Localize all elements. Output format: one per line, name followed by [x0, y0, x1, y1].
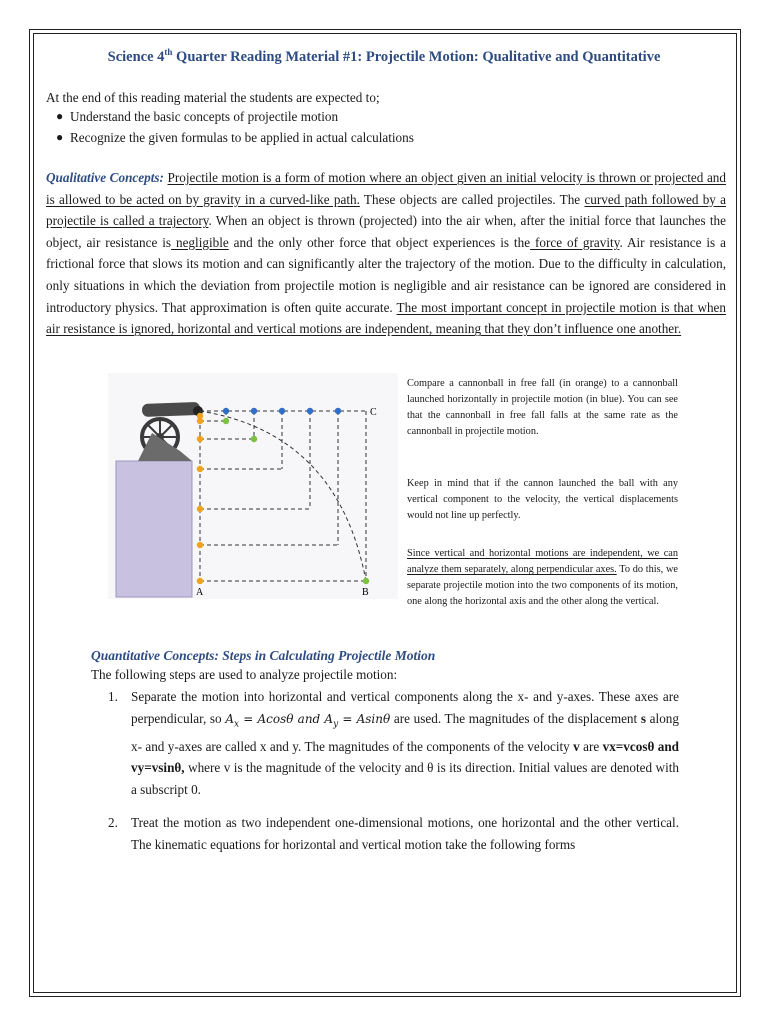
objective-item: ● Understand the basic concepts of projectile motion [56, 109, 339, 124]
side-paragraph-1: Compare a cannonball in free fall (in orange) to a cannonball launched horizontally in projectile motion (in blue). You can see that the cannonball in free fall falls at the same rate as the cannonball in projectile motion. [407, 378, 678, 437]
step-1: 1. Separate the motion into horizontal and vertical components along the x- and y-axes. These axes are perpendicular, so $A_x = Acos\theta$ and $A_y = Asin\theta$ are used. The magnitudes of the displacement s along x- and y-axes are called x and y. The magnitudes of the components of the velocity v are vx=vcosθ and vy=vsinθ, where v is the magnitude of the velocity and θ is its direction. Initial values are denoted with a subscript 0. [108, 689, 680, 797]
side-paragraph-3: Since vertical and horizontal motions are independent, we can analyze them separately, along perpendicular axes. To do this, we separate projectile motion into the two components of its motion, one along the horizontal axis and the other along the vertical. [407, 548, 678, 607]
page-title: Science 4th Quarter Reading Material #1: Projectile Motion: Qualitative and Quantitative [107, 47, 661, 65]
label-b: B [362, 587, 369, 598]
intro-text: At the end of this reading material the students are expected to; [46, 90, 380, 105]
label-c: C [370, 407, 377, 418]
side-paragraph-2: Keep in mind that if the cannon launched the ball with any vertical component to the velocity, the vertical displacements would not line up perfectly. [407, 478, 678, 521]
quantitative-heading: Quantitative Concepts: Steps in Calculating Projectile Motion [91, 648, 436, 663]
label-a: A [196, 587, 204, 598]
objective-item: ● Recognize the given formulas to be applied in actual calculations [56, 130, 414, 145]
qualitative-label: Qualitative Concepts: [46, 170, 164, 185]
step-2: 2. Treat the motion as two independent one-dimensional motions, one horizontal and the other vertical. The kinematic equations for horizontal and vertical motion take the following forms [108, 815, 679, 852]
cliff [116, 461, 192, 597]
qualitative-paragraph: Qualitative Concepts: Projectile motion is a form of motion where an object given an initial velocity is thrown or projected and is allowed to be acted on by gravity in a curved-like path. These objects are called projectiles. The curved path followed by a projectile is called a trajectory. When an object is thrown (projected) into the air when, after the initial force that launches the object, air resistance is negligible and the only other force that object experiences is the force of gravity. Air resistance is a frictional force that slows its motion and can significantly alter the trajectory of the motion. Due to the difficulty in calculation, only situations in which the deviation from projectile motion is negligible and air resistance can be ignored are considered in introductory physics. That approximation is often quite accurate. The most important concept in projectile motion is that when air resistance is ignored, horizontal and vertical motions are independent, meaning that they don’t influence one another. [46, 170, 727, 337]
quantitative-intro: The following steps are used to analyze projectile motion: [91, 667, 398, 682]
projectile-figure [108, 373, 398, 599]
